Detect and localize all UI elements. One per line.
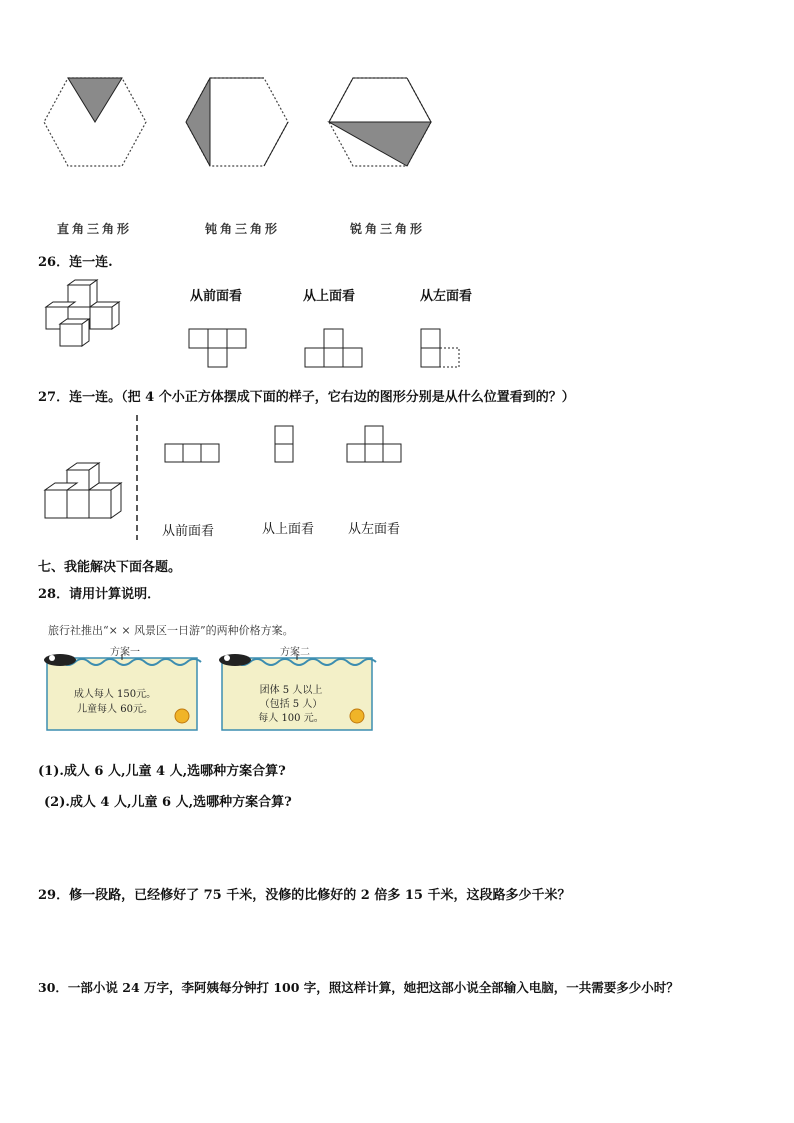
q27-view-left: 从左面看: [348, 522, 401, 537]
plan1-line-2: 儿童每人 60元。: [77, 704, 153, 715]
label-right-triangle: 直角三角形: [57, 222, 133, 236]
plan2-line-1: 团体 5 人以上: [259, 685, 323, 696]
q27-view-shape-2: [274, 425, 296, 465]
hexagon-acute-triangle: [325, 75, 435, 170]
q30-title: 30．一部小说 24 万字，李阿姨每分钟打 100 字，照这样计算，她把这部小说全部输入电脑，一共需要多少小时？: [38, 980, 679, 995]
q28-sub2: (2).成人 4 人,儿童 6 人,选哪种方案合算?: [44, 795, 292, 810]
q27-view-front: 从前面看: [162, 524, 215, 539]
hexagon-obtuse-triangle: [182, 75, 292, 170]
plan2-line-3: 每人 100 元。: [258, 713, 324, 724]
q27-view-top: 从上面看: [262, 522, 315, 537]
sun-icon: [175, 709, 189, 723]
q29-title: 29．修一段路，已经修好了 75 千米，没修的比修好的 2 倍多 15 千米，这段路多少千米？: [38, 888, 571, 903]
sun-icon-2: [350, 709, 364, 723]
section-7-title: 七、我能解决下面各题。: [38, 560, 182, 575]
label-obtuse-triangle: 钝角三角形: [205, 222, 281, 236]
q27-cube-stack: [45, 460, 135, 525]
q26-view-shape-1: [188, 328, 258, 373]
q28-title: 28．请用计算说明．: [38, 587, 161, 602]
q28-caption: 旅行社推出“× × 风景区一日游”的两种价格方案。: [48, 624, 294, 637]
q26-title: 26．连一连.: [38, 255, 113, 270]
plan2-line-2: （包括 5 人）: [259, 699, 323, 710]
q26-view-left: 从左面看: [420, 289, 473, 304]
q26-view-shape-2: [304, 328, 374, 373]
q27-divider: [135, 415, 139, 540]
q26-view-shape-3: [420, 328, 470, 373]
q27-view-shape-3: [346, 425, 406, 465]
hexagon-right-triangle: [40, 75, 150, 170]
q27-view-shape-1: [164, 443, 224, 465]
q26-cube-stack: [40, 280, 130, 350]
q27-title: 27．连一连。（把 4 个小正方体摆成下面的样子，它右边的图形分别是从什么位置看到的？）: [38, 390, 575, 405]
q28-sub1: (1).成人 6 人,儿童 4 人,选哪种方案合算?: [38, 764, 286, 779]
q26-view-top: 从上面看: [303, 289, 356, 304]
plan1-line-1: 成人每人 150元。: [73, 689, 157, 700]
q26-view-front: 从前面看: [190, 289, 243, 304]
plan2-title: 方案二: [280, 647, 310, 658]
label-acute-triangle: 锐角三角形: [350, 222, 426, 236]
plan1-title: 方案一: [110, 647, 140, 658]
bus-icon: [44, 654, 76, 666]
bus-icon-2: [219, 654, 251, 666]
